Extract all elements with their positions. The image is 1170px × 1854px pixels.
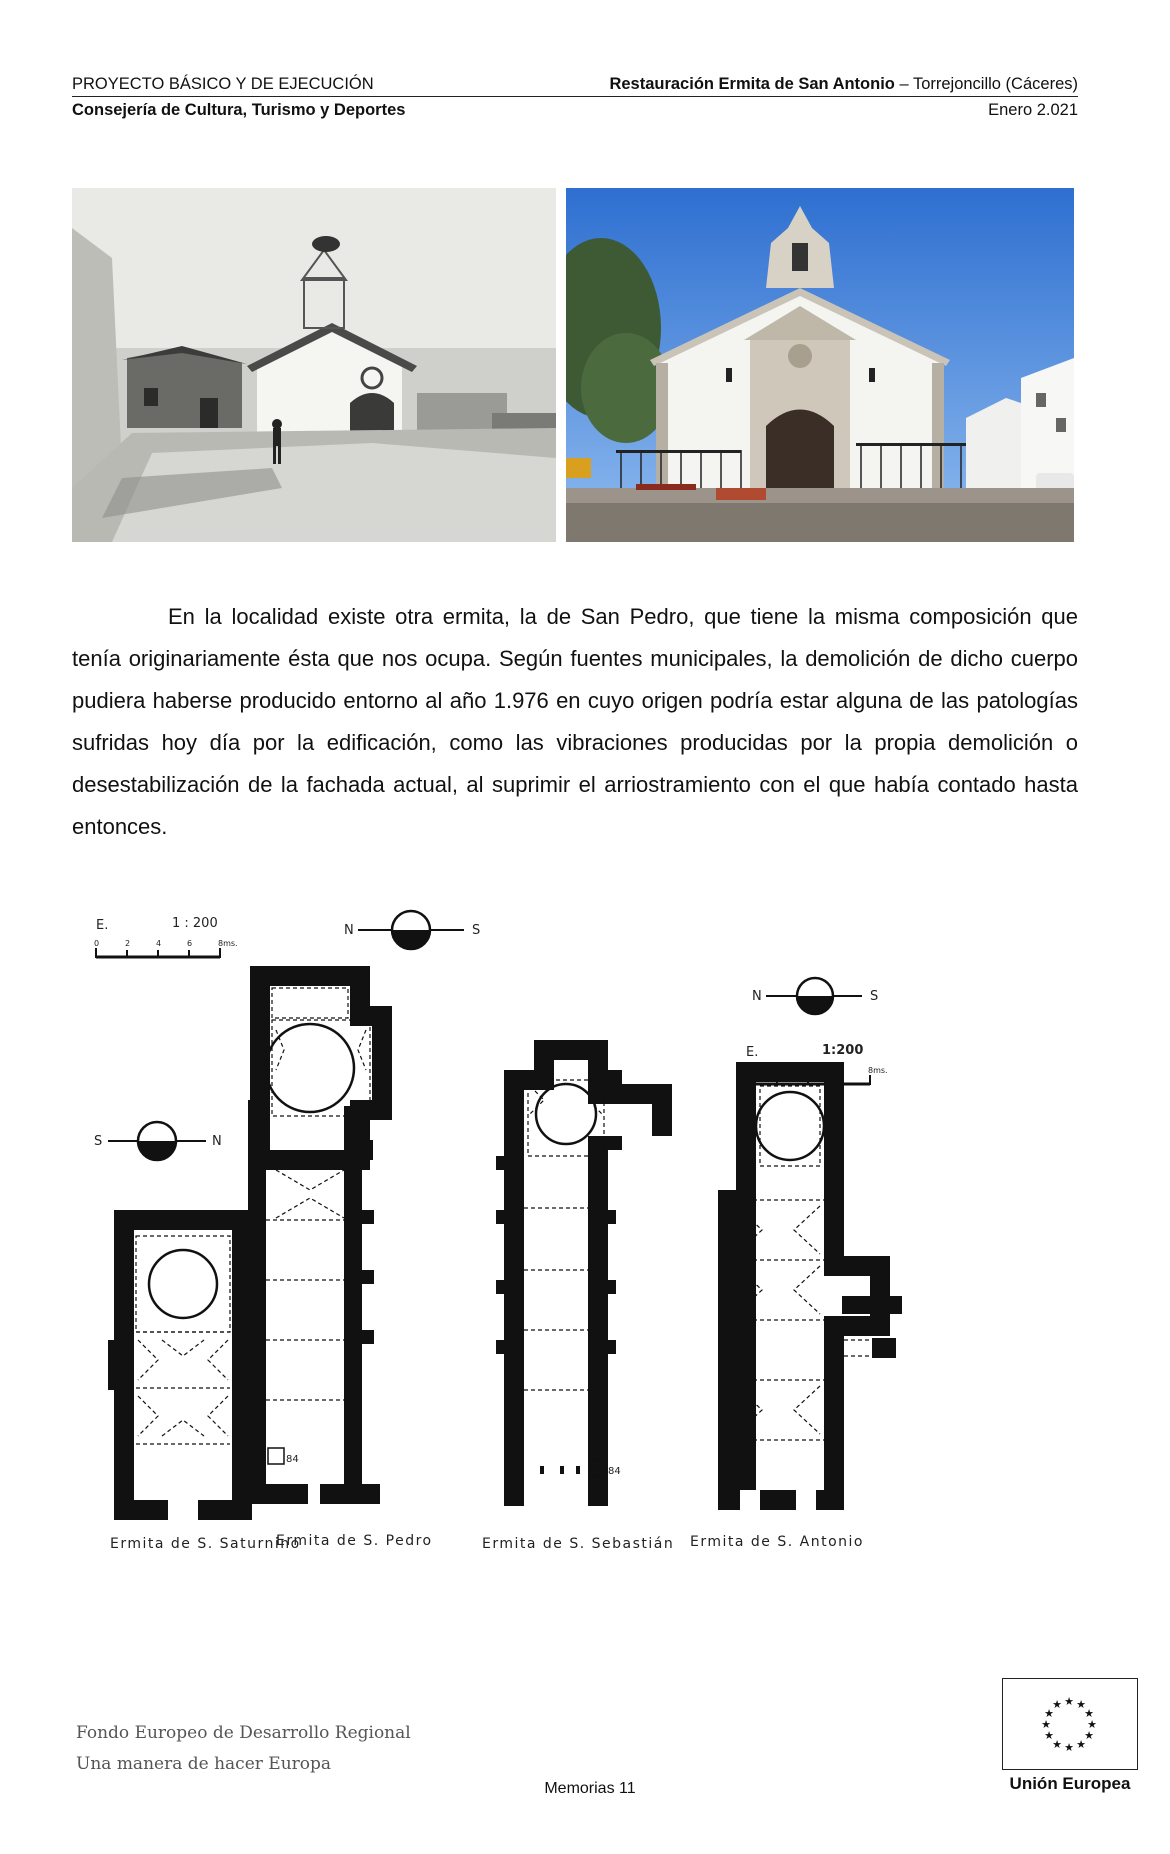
page-number: Memorias 11 — [544, 1780, 636, 1797]
plan-san-antonio — [690, 1062, 902, 1550]
project-title: PROYECTO BÁSICO Y DE EJECUCIÓN — [72, 75, 374, 93]
compass-left-right: N — [212, 1134, 222, 1149]
fund-notice — [76, 1718, 411, 1780]
scale-left-tick-0: 0 — [94, 939, 100, 948]
svg-text:★: ★ — [1087, 1718, 1097, 1731]
compass-top-right: S — [472, 923, 481, 938]
document-date: Enero 2.021 — [988, 101, 1078, 119]
scale-right-label: E. — [746, 1045, 759, 1060]
svg-text:★: ★ — [1076, 1698, 1086, 1711]
scale-left-ratio: 1 : 200 — [172, 916, 218, 931]
signature-sebastian: 84 — [608, 1466, 621, 1477]
svg-text:★: ★ — [1084, 1729, 1094, 1742]
body-paragraph: En la localidad existe otra ermita, la de San Pedro, que tiene la misma composición que tenía originariamente ésta que nos ocupa. Según fuentes municipales, la demolición de dicho cuerpo pudiera haberse producido entorno al año 1.976 en cuyo origen podría estar alguna de las patologías sufridas hoy día por la edificación, como las vibraciones producidas por la propia demolición o desestabilización de la fachada actual, al suprimir el arriostramiento con el que había contado hasta entonces. — [72, 604, 1078, 839]
compass-south-north-left — [94, 1122, 222, 1160]
new-photo-ermita — [566, 188, 1074, 542]
scale-left-tick-4: 4 — [156, 939, 162, 948]
plan-san-sebastian — [482, 1040, 674, 1552]
caption-san-pedro: Ermita de S. Pedro — [276, 1533, 433, 1549]
eu-flag-icon — [1002, 1678, 1138, 1770]
page-header-bottom — [72, 100, 1078, 120]
eu-label: Unión Europea — [1009, 1774, 1131, 1793]
svg-text:★: ★ — [1076, 1738, 1086, 1751]
svg-text:★: ★ — [1052, 1698, 1062, 1711]
fund-line-2: Una manera de hacer Europa — [76, 1754, 332, 1774]
scale-left-tick-8: 8ms. — [218, 939, 238, 948]
scale-right-ratio: 1:200 — [822, 1043, 864, 1058]
svg-text:★: ★ — [1044, 1729, 1054, 1742]
svg-text:★: ★ — [1084, 1707, 1094, 1720]
page-header-top — [72, 74, 1078, 94]
department-name: Consejería de Cultura, Turismo y Deportes — [72, 101, 406, 119]
old-photo-ermita — [72, 188, 556, 542]
compass-right-right: S — [870, 989, 879, 1004]
compass-north-south-top — [344, 911, 480, 949]
compass-left-left: S — [94, 1134, 103, 1149]
scale-left-label: E. — [96, 918, 109, 933]
header-divider — [72, 96, 1078, 97]
document-title-location: – Torrejoncillo (Cáceres) — [894, 75, 1078, 93]
scale-right-tick-8: 8ms. — [868, 1066, 888, 1075]
compass-top-left: N — [344, 923, 354, 938]
plan-san-pedro — [238, 966, 433, 1549]
svg-text:★: ★ — [1041, 1718, 1051, 1731]
svg-text:★: ★ — [1064, 1695, 1074, 1708]
floor-plans-figure — [72, 900, 1078, 1600]
scale-left-tick-6: 6 — [187, 939, 193, 948]
svg-text:★: ★ — [1052, 1738, 1062, 1751]
document-title — [609, 74, 1078, 94]
compass-right-left: N — [752, 989, 762, 1004]
caption-san-antonio: Ermita de S. Antonio — [690, 1534, 864, 1550]
compass-north-south-right — [752, 978, 878, 1014]
scale-left-tick-2: 2 — [125, 939, 131, 948]
fund-line-1: Fondo Europeo de Desarrollo Regional — [76, 1723, 411, 1743]
scale-bar-left — [94, 916, 238, 958]
svg-text:★: ★ — [1064, 1741, 1074, 1754]
caption-san-sebastian: Ermita de S. Sebastián — [482, 1536, 675, 1552]
svg-text:★: ★ — [1044, 1707, 1054, 1720]
signature-pedro: 84 — [286, 1454, 299, 1465]
document-title-bold: Restauración Ermita de San Antonio — [609, 75, 895, 93]
caption-san-saturnino: Ermita de S. Saturnino — [110, 1536, 301, 1552]
